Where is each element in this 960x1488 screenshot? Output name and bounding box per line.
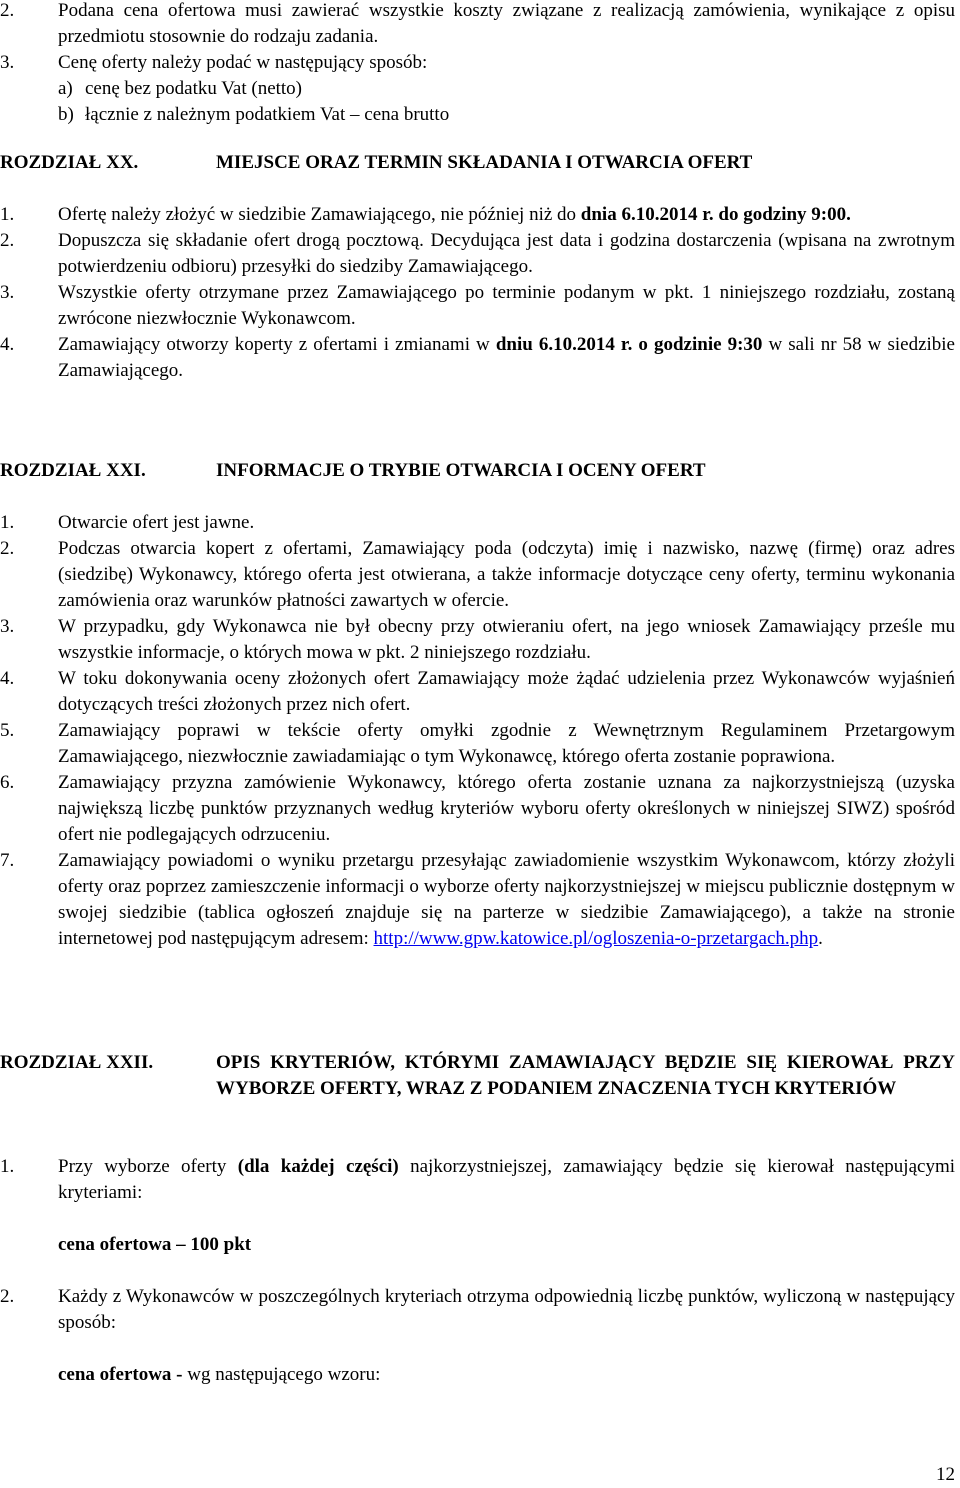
item-number: 2.: [0, 538, 15, 559]
item-text: W toku dokonywania oceny złożonych ofert Zamawiający może żądać udzielenia przez Wykonawców wyjaśnień dotyczących treści złożonych przez nich ofert.: [58, 668, 955, 715]
item-number: 3.: [0, 616, 15, 637]
sub-item: [58, 76, 955, 102]
formula-label: cena ofertowa -: [58, 1364, 183, 1385]
item-number: 6.: [0, 772, 15, 793]
intro-section: [0, 0, 955, 128]
chapter-number: ROZDZIAŁ XXI.: [0, 460, 146, 481]
item-text: Otwarcie ofert jest jawne.: [58, 512, 255, 533]
item-number: 5.: [0, 720, 15, 741]
item-text: Przy wyborze oferty (dla każdej części) najkorzystniejszej, zamawiający będzie się kierował następującymi kryteriami:: [58, 1156, 956, 1203]
list-item: [0, 76, 955, 102]
list-item: [0, 536, 955, 614]
chapter-number: ROZDZIAŁ XX.: [0, 152, 139, 173]
list-item: [0, 280, 955, 332]
item-number: 2.: [0, 1286, 15, 1307]
page-number: 12: [936, 1464, 955, 1485]
item-text: Zamawiający przyzna zamówienie Wykonawcy, którego oferta zostanie uznana za najkorzystniejszą (uzyska największą liczbę punktów przyznanych według kryteriów wyboru oferty określonych w niniejszej SIWZ) spośród ofert nie podlegających odrzuceniu.: [58, 772, 955, 845]
chapter-number: ROZDZIAŁ XXII.: [0, 1052, 154, 1073]
item-number: 2.: [0, 230, 15, 251]
chapter-xxii-item-1: [0, 1154, 955, 1206]
chapter-title: MIEJSCE ORAZ TERMIN SKŁADANIA I OTWARCIA OFERT: [216, 152, 753, 173]
item-number: 3.: [0, 282, 15, 303]
list-item: [0, 0, 955, 50]
item-text: Zamawiający powiadomi o wyniku przetargu przesyłając zawiadomienie wszystkim Wykonawcom, którzy złożyli oferty oraz poprzez zamieszczenie informacji o wyborze oferty najkorzystniejszej w miejscu publicznie dostępnym w swojej siedzibie (tablica ogłoszeń znajduje się na parterze w siedzibie Zamawiającego), a także na stronie internetowej pod następującym adresem: http://www.gpw.katowice.pl/ogloszenia-o-przetargach.php.: [58, 850, 955, 949]
list-item: [0, 718, 955, 770]
chapter-title: INFORMACJE O TRYBIE OTWARCIA I OCENY OFERT: [216, 460, 706, 481]
item-number: 4.: [0, 334, 15, 355]
list-item: [0, 614, 955, 666]
item-text: Podana cena ofertowa musi zawierać wszystkie koszty związane z realizacją zamówienia, wynikające z opisu przedmiotu stosownie do rodzaju zadania.: [58, 0, 955, 47]
sub-item-text: łącznie z należnym podatkiem Vat – cena brutto: [85, 104, 450, 125]
list-item: [0, 770, 955, 848]
list-item: [0, 1284, 955, 1336]
item-number: 3.: [0, 52, 15, 73]
item-number: 2.: [0, 0, 15, 21]
item-text: Dopuszcza się składanie ofert drogą pocztową. Decydująca jest data i godzina dostarczenia (wpisana na zwrotnym potwierdzeniu odbioru) przesyłki do siedziby Zamawiającego.: [58, 230, 955, 277]
list-item: [0, 510, 955, 536]
chapter-heading-xx: [0, 150, 955, 176]
item-text: Ofertę należy złożyć w siedzibie Zamawiającego, nie później niż do dnia 6.10.2014 r. do godziny 9:00.: [58, 204, 851, 225]
item-number: 1.: [0, 204, 15, 225]
list-item: [0, 666, 955, 718]
sub-item: [58, 102, 955, 128]
item-text: Zamawiający poprawi w tekście oferty omyłki zgodnie z Wewnętrznym Regulaminem Przetargowym Zamawiającego, niezwłocznie zawiadamiając o tym Wykonawcę, którego oferta zostanie poprawiona.: [58, 720, 955, 767]
list-item: [0, 848, 955, 952]
sub-item-text: cenę bez podatku Vat (netto): [85, 78, 303, 99]
list-item: [0, 50, 955, 76]
chapter-xx-body: [0, 202, 955, 384]
item-number: 1.: [0, 512, 15, 533]
criterion-line: [58, 1232, 955, 1258]
chapter-title: OPIS KRYTERIÓW, KTÓRYMI ZAMAWIAJĄCY BĘDZIE SIĘ KIEROWAŁ PRZY WYBORZE OFERTY, WRAZ Z PODANIEM ZNACZENIA TYCH KRYTERIÓW: [216, 1052, 955, 1099]
item-text: Każdy z Wykonawców w poszczególnych kryteriach otrzyma odpowiednią liczbę punktów, wyliczoną w następujący sposób:: [58, 1286, 955, 1333]
item-number: 7.: [0, 850, 15, 871]
item-text: Zamawiający otworzy koperty z ofertami i zmianami w dniu 6.10.2014 r. o godzinie 9:30 w sali nr 58 w siedzibie Zamawiającego.: [58, 334, 955, 381]
list-item: [0, 332, 955, 384]
sub-item-label: a): [58, 78, 73, 99]
item-text: Wszystkie oferty otrzymane przez Zamawiającego po terminie podanym w pkt. 1 niniejszego rozdziału, zostaną zwrócone niezwłocznie Wykonawcom.: [58, 282, 955, 329]
sub-item-label: b): [58, 104, 74, 125]
list-item: [0, 202, 955, 228]
chapter-xxii-item-2: [0, 1284, 955, 1336]
list-item: [0, 1154, 955, 1206]
tender-notice-link[interactable]: http://www.gpw.katowice.pl/ogloszenia-o-przetargach.php: [373, 928, 819, 949]
list-item: [0, 102, 955, 128]
chapter-heading-xxii: [0, 1050, 955, 1102]
formula-text: wg następującego wzoru:: [182, 1364, 381, 1385]
chapter-heading-xxi: [0, 458, 955, 484]
item-text: W przypadku, gdy Wykonawca nie był obecny przy otwieraniu ofert, na jego wniosek Zamawiający prześle mu wszystkie informacje, o których mowa w pkt. 2 niniejszego rozdziału.: [58, 616, 955, 663]
item-number: 1.: [0, 1156, 15, 1177]
chapter-xxi-body: [0, 510, 955, 952]
item-text: Cenę oferty należy podać w następujący sposób:: [58, 52, 428, 73]
item-number: 4.: [0, 668, 15, 689]
formula-line: [58, 1362, 955, 1388]
item-text: Podczas otwarcia kopert z ofertami, Zamawiający poda (odczyta) imię i nazwisko, nazwę (firmę) oraz adres (siedzibę) Wykonawcy, którego oferta jest otwierana, a także informacje dotyczące ceny oferty, terminu wykonania zamówienia oraz warunków płatności zawartych w ofercie.: [58, 538, 955, 611]
criterion-text: cena ofertowa – 100 pkt: [58, 1234, 252, 1255]
list-item: [0, 228, 955, 280]
